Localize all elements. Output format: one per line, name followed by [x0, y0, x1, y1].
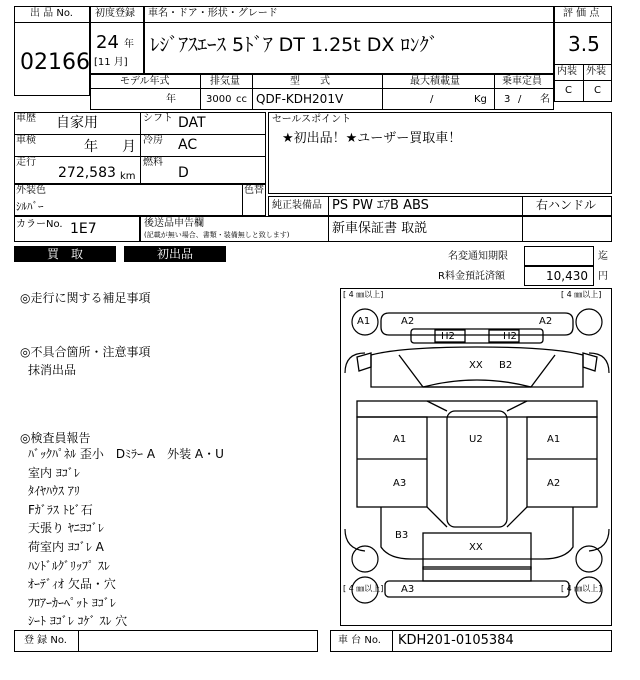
grade-label: 評 価 点 — [563, 8, 600, 19]
first-registration-year: 24 — [96, 32, 119, 53]
documents-label: 後送品申告欄 — [144, 218, 204, 229]
exterior-color-box — [14, 184, 266, 216]
first-registration-year-unit: 年 — [124, 39, 134, 50]
inspection-label: 車検 — [16, 135, 36, 146]
exterior-label: 外装 — [586, 66, 606, 77]
inspector-report-line: Fｶﾞﾗｽ ﾄﾋﾞ石 — [28, 502, 93, 517]
interior-label: 内装 — [557, 66, 577, 77]
tire-tl: [ 4 ㎜以上] — [343, 290, 384, 299]
color-no-label: カラーNo. — [16, 219, 63, 230]
model-code: QDF-KDH201V — [256, 92, 344, 106]
exterior-color-value: ｼﾙﾊﾞｰ — [16, 200, 44, 213]
color-change-label: 色替 — [244, 185, 264, 196]
chassis-no-label: 車 台 No. — [338, 635, 381, 646]
mark-roof: U2 — [469, 434, 483, 445]
buy-badge: 買 取 — [14, 246, 116, 262]
registration-no-label: 登 録 No. — [24, 635, 67, 646]
aircon-label: 冷房 — [143, 135, 163, 146]
wheel-fr-circle — [576, 309, 602, 335]
capacity-label: 乗車定員 — [502, 76, 542, 87]
exterior-color-label: 外装色 — [16, 185, 46, 196]
displacement-value: 3000 — [206, 94, 232, 105]
mark-front-left-wheel: A1 — [357, 316, 371, 327]
inspector-report-line: ﾌﾛｱｰｶｰﾍﾟｯﾄ ﾖｺﾞﾚ — [28, 595, 116, 610]
model-year-unit: 年 — [166, 94, 176, 105]
mileage-value: 272,583 — [58, 165, 116, 181]
handle-value: 右ハンドル — [536, 198, 597, 212]
interior-grade: C — [565, 85, 572, 96]
mark-headlight-right: H2 — [503, 331, 517, 342]
chassis-no-value: KDH201-0105384 — [398, 633, 514, 648]
grade-score: 3.5 — [568, 32, 600, 56]
mark-headlight-left: H2 — [441, 331, 455, 342]
mark-door-rear-left: A3 — [393, 478, 407, 489]
defects-label: ◎不具合箇所・注意事項 — [20, 345, 151, 359]
inspection-year-unit: 年 — [84, 139, 98, 155]
inspector-report-line: 室内 ﾖｺﾞﾚ — [28, 465, 80, 480]
mark-front-bumper-right: A2 — [539, 316, 553, 327]
recycle-unit: 円 — [598, 271, 608, 282]
model-year-label: モデル年式 — [120, 76, 170, 87]
mark-windshield: XX — [469, 360, 483, 371]
vehicle-title: ﾚｼﾞｱｽｴｰｽ 5ﾄﾞｱ DT 1.25t DX ﾛﾝｸﾞ — [150, 34, 439, 56]
inspector-report-line: ﾊﾝﾄﾞﾙｸﾞﾘｯﾌﾟ ｽﾚ — [28, 558, 110, 573]
aircon-value: AC — [178, 137, 198, 153]
mark-hood-right: B2 — [499, 360, 513, 371]
mark-door-front-right: A1 — [547, 434, 561, 445]
history-value: 自家用 — [56, 115, 98, 131]
inspector-report-line: 荷室内 ﾖｺﾞﾚ A — [28, 540, 104, 554]
inspector-report-line: ﾊﾞｯｸﾊﾟﾈﾙ 歪小 Dﾐﾗｰ A 外装 A・U — [28, 447, 224, 461]
name-change-unit: 迄 — [598, 251, 608, 262]
exterior-grade: C — [594, 85, 601, 96]
inspector-report-line: ｵｰﾃﾞｨｵ 欠品・穴 — [28, 577, 116, 592]
max-load-label: 最大積載量 — [410, 76, 460, 87]
displacement-unit: cc — [236, 94, 247, 105]
capacity-value: 3 — [504, 94, 511, 105]
documents-note: (記載が無い場合、書類・装備無しと致します) — [144, 231, 290, 239]
mark-rear-quarter-left: B3 — [395, 530, 409, 541]
van-outline — [341, 289, 613, 627]
vehicle-title-header: 車名・ドア・形状・グレード — [148, 8, 278, 19]
name-change-label: 名変通知期限 — [448, 251, 508, 262]
tire-tr: [ 4 ㎜以上] — [561, 290, 602, 299]
defects-text: 抹消出品 — [28, 363, 77, 377]
wheel-rr-circle — [576, 546, 602, 572]
inspection-month-unit: 月 — [122, 139, 136, 155]
mark-door-rear-right: A2 — [547, 478, 561, 489]
wheel-rl-circle — [352, 546, 378, 572]
recycle-value: 10,430 — [546, 269, 588, 283]
max-load-sep: / — [430, 94, 434, 105]
equipment-value: PS PW ｴｱB ABS — [332, 198, 429, 213]
mark-front-bumper-left: A2 — [401, 316, 415, 327]
mark-rear-bumper: A3 — [401, 584, 415, 595]
driving-notes-label: ◎走行に関する補足事項 — [20, 291, 151, 305]
name-change-field — [524, 246, 594, 266]
first-listing-badge: 初出品 — [124, 246, 226, 262]
vehicle-diagram — [340, 288, 612, 626]
fuel-value: D — [178, 165, 189, 181]
inspector-report-label: ◎検査員報告 — [20, 431, 91, 445]
inspector-report-line: 天張り ﾔﾆﾖｺﾞﾚ — [28, 521, 104, 536]
mark-door-front-left: A1 — [393, 434, 407, 445]
documents-value: 新車保証書 取説 — [332, 221, 428, 236]
tire-bl: [ 4 ㎜以上] — [343, 584, 384, 593]
first-registration-label: 初度登録 — [95, 8, 135, 19]
equipment-label: 純正装備品 — [272, 200, 322, 211]
displacement-label: 排気量 — [210, 76, 240, 87]
capacity-sep: / — [518, 94, 522, 105]
lot-label: 出 品 No. — [30, 8, 73, 19]
lot-number: 02166 — [20, 50, 90, 75]
sales-point-text: ★初出品！★ユーザー買取車！ — [282, 131, 462, 146]
inspector-report-line: ﾀｲﾔﾊｳｽ ｱﾘ — [28, 484, 80, 499]
recycle-label: R料金預託済額 — [438, 271, 505, 282]
max-load-unit: Kg — [474, 94, 487, 105]
sales-point-label: セールスポイント — [272, 114, 352, 125]
mileage-unit: km — [120, 171, 136, 182]
color-no-value: 1E7 — [70, 221, 97, 237]
capacity-unit: 名 — [540, 94, 550, 105]
mileage-label: 走行 — [16, 157, 36, 168]
first-registration-month: [11 月] — [94, 57, 128, 68]
mark-rear-glass: XX — [469, 542, 483, 553]
history-label: 車歴 — [16, 113, 36, 124]
tire-br: [ 4 ㎜以上] — [561, 584, 602, 593]
inspector-report-line: ｼｰﾄ ﾖｺﾞﾚ ｺｹﾞ ｽﾚ 穴 — [28, 614, 128, 629]
fuel-label: 燃料 — [143, 157, 163, 168]
model-code-label: 型 式 — [290, 76, 330, 87]
shift-label: シフト — [143, 113, 173, 124]
shift-value: DAT — [178, 115, 206, 131]
